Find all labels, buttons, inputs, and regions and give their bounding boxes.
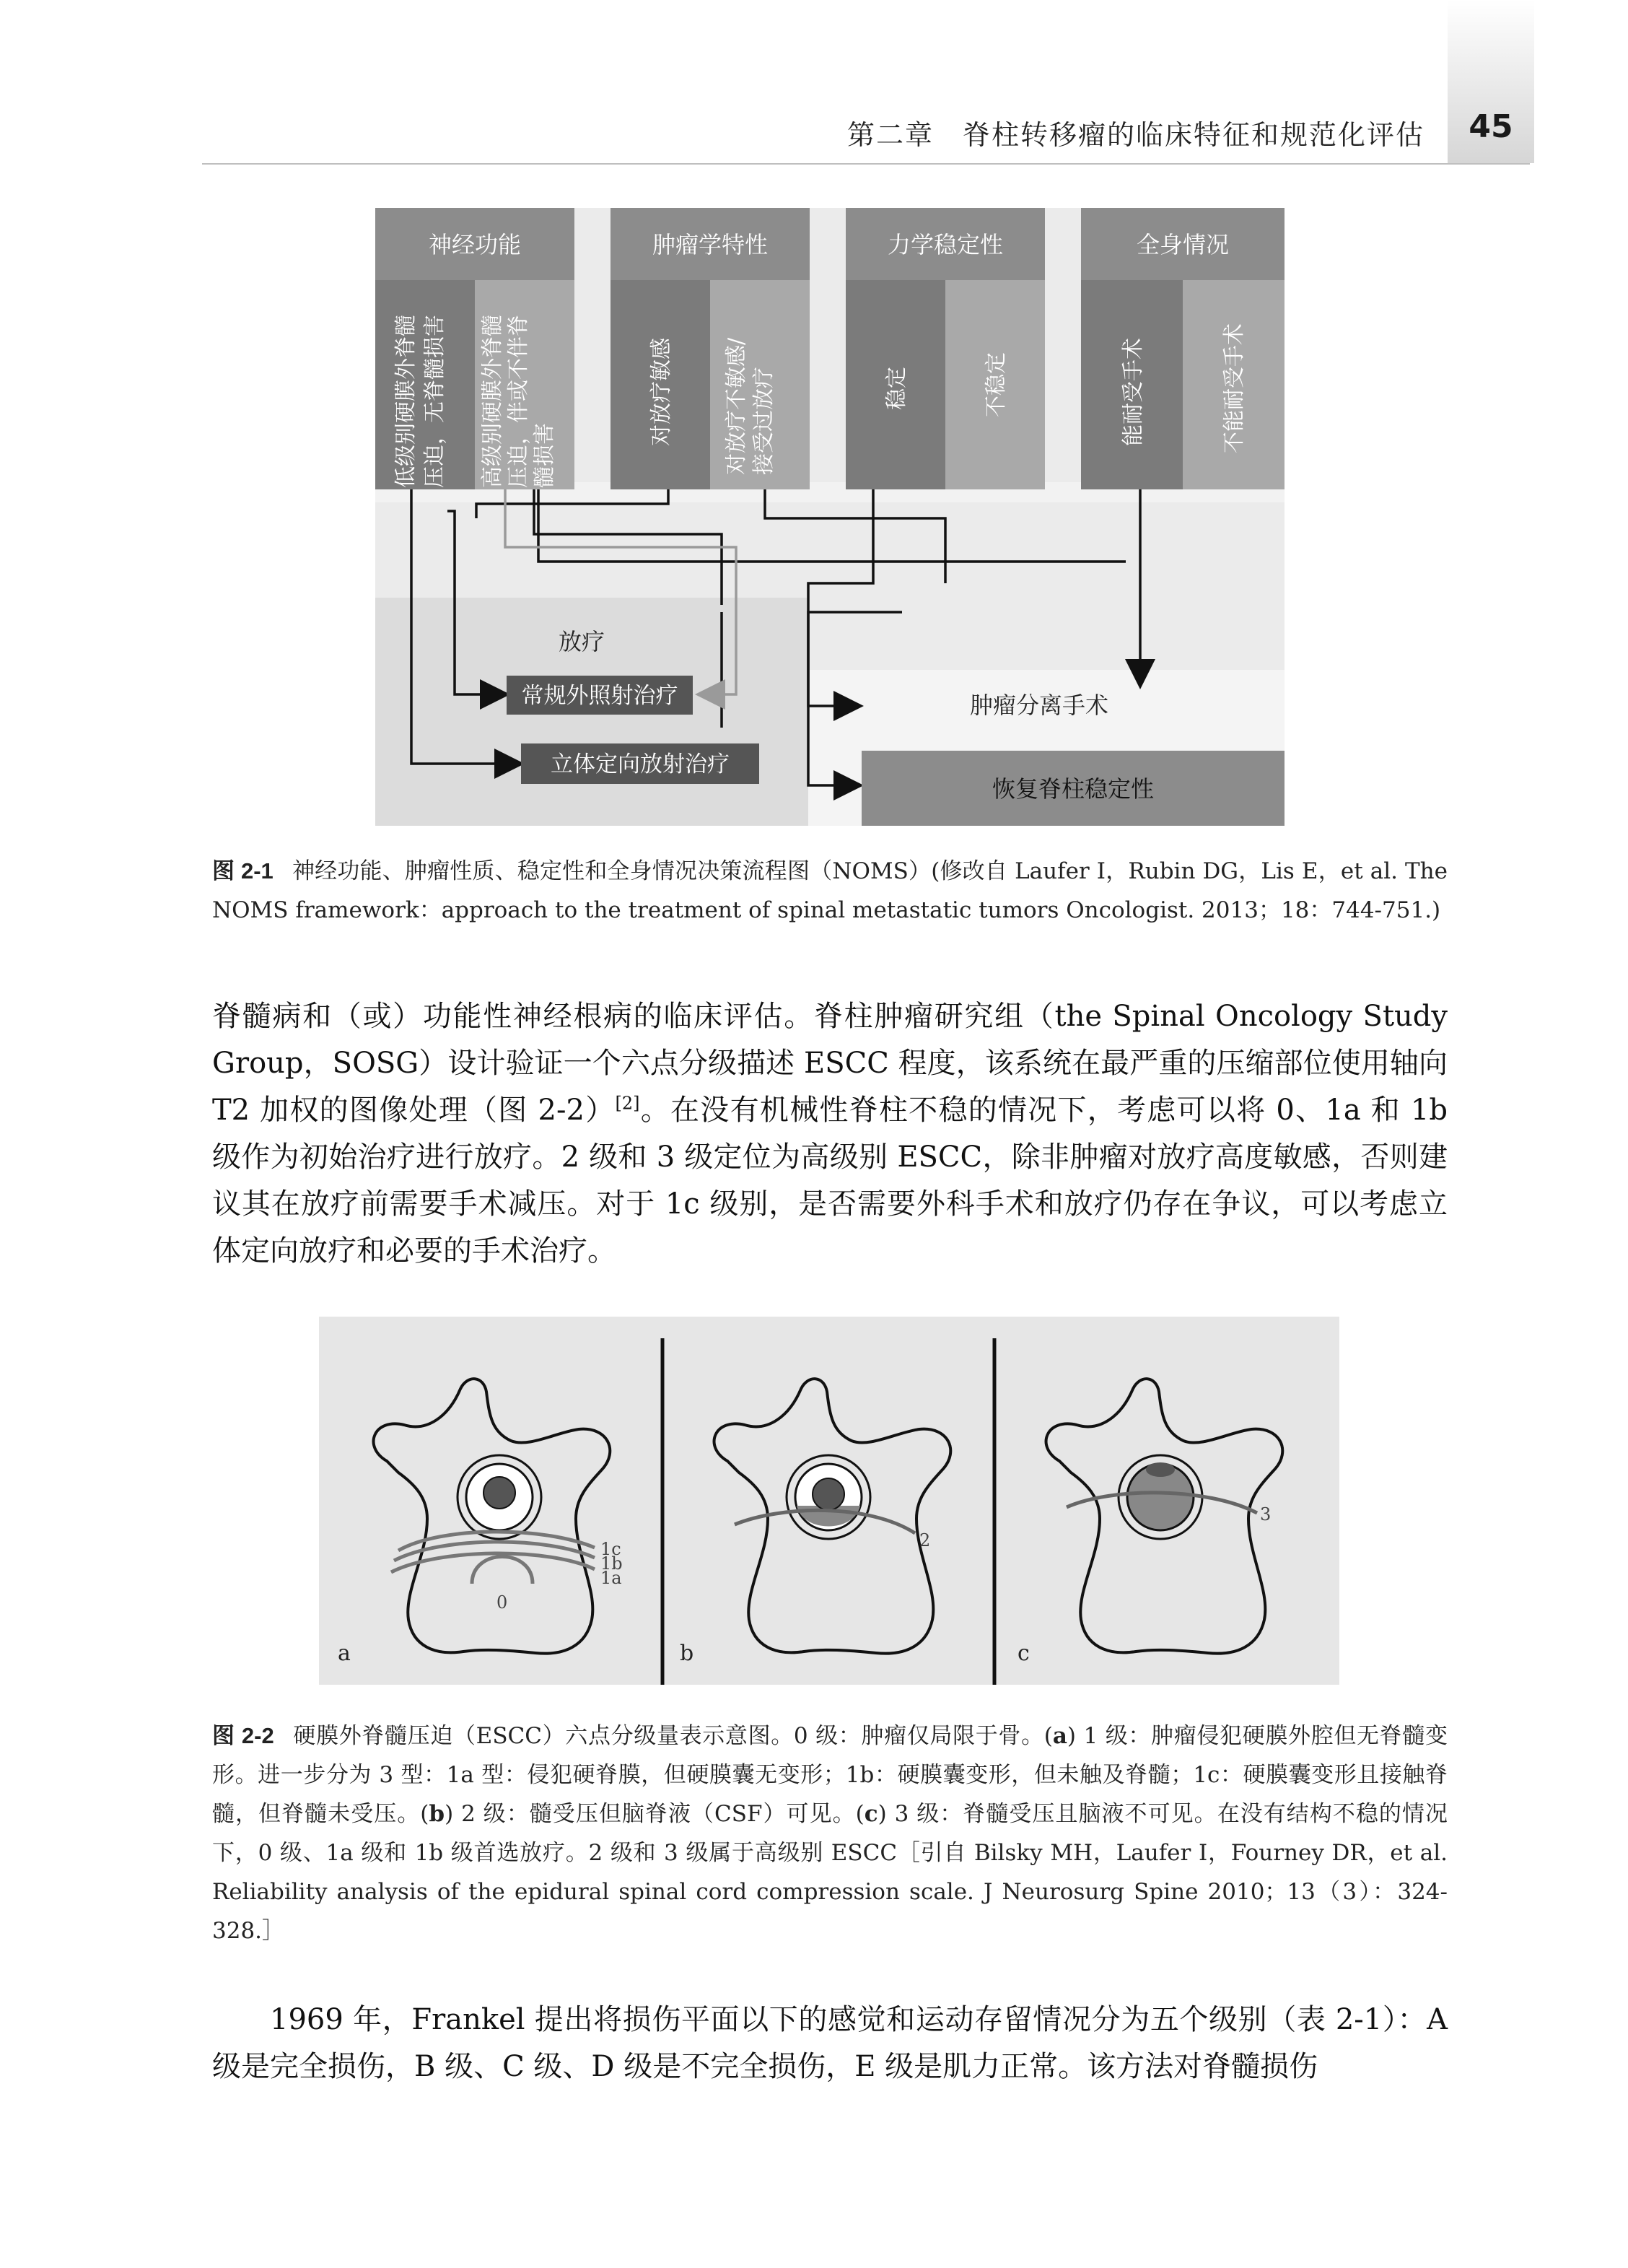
option-sys-tolerate: 能耐受手术 bbox=[1121, 338, 1146, 446]
figure1-label: 图 2-1 bbox=[212, 858, 273, 884]
radiotherapy-label: 放疗 bbox=[558, 628, 605, 655]
option-onc-sensitive: 对放疗敏感 bbox=[649, 338, 674, 446]
option-neuro-high-line3: 髓损害 bbox=[532, 423, 557, 488]
reference-2: [2] bbox=[615, 1093, 640, 1114]
conventional-rt: 常规外照射治疗 bbox=[521, 683, 678, 709]
chapter-title: 第二章 脊柱转移瘤的临床特征和规范化评估 bbox=[846, 119, 1424, 151]
option-sys-not-tolerate: 不能耐受手术 bbox=[1222, 323, 1247, 453]
panel-label-c: c bbox=[1017, 1641, 1030, 1666]
figure2-caption-s3: ) 2 级：髓受压但脑脊液（CSF）可见。( bbox=[445, 1801, 865, 1827]
srs: 立体定向放射治疗 bbox=[551, 751, 730, 777]
stabilization: 恢复脊柱稳定性 bbox=[992, 775, 1155, 803]
option-neuro-high-line2: 压迫，伴或不伴脊 bbox=[506, 315, 531, 488]
header-rule bbox=[202, 163, 1530, 165]
figure2-caption-s1: 硬膜外脊髓压迫（ESCC）六点分级量表示意图。0 级：肿瘤仅局限于骨。( bbox=[292, 1723, 1053, 1749]
label-2: 2 bbox=[919, 1530, 931, 1550]
option-onc-resistant-line1: 对放疗不敏感/ bbox=[724, 337, 749, 475]
option-mech-stable: 稳定 bbox=[884, 367, 909, 410]
option-mech-unstable: 不稳定 bbox=[984, 352, 1009, 417]
category-systemic: 全身情况 bbox=[1136, 231, 1230, 258]
label-0: 0 bbox=[496, 1592, 508, 1613]
label-1a: 1a bbox=[600, 1568, 622, 1588]
figure2-caption-b: b bbox=[429, 1801, 445, 1827]
label-1c: 1c bbox=[600, 1539, 621, 1559]
escc-diagram bbox=[319, 1317, 1339, 1685]
option-neuro-low-line1: 低级别硬膜外脊髓 bbox=[393, 315, 419, 488]
separation-surgery: 肿瘤分离手术 bbox=[969, 692, 1109, 719]
paragraph-2 bbox=[212, 1997, 1448, 2090]
noms-flowchart bbox=[375, 208, 1285, 826]
category-oncologic: 肿瘤学特性 bbox=[652, 231, 769, 258]
spinal-cord-a bbox=[483, 1477, 515, 1509]
figure1-caption bbox=[212, 852, 1448, 930]
label-3: 3 bbox=[1260, 1504, 1272, 1525]
figure2-caption-s4: ) 3 级：脊髓受压且脑液不可见。在没有结构不稳的情况下，0 级、1a 级和 1b 级首选放疗。2 级和 3 级属于高级别 ESCC［引自 Bilsky MH，Laufer I，Fourney DR，et al. Reliability analysis of the epidural spinal cord compression scale. J Neurosurg Spine 2010；13（3）：324-328.］ bbox=[212, 1801, 1448, 1944]
figure2-caption-c: c bbox=[864, 1801, 878, 1827]
category-neuro: 神经功能 bbox=[428, 231, 522, 258]
spinal-cord-b bbox=[813, 1478, 844, 1510]
category-mechanical: 力学稳定性 bbox=[887, 231, 1004, 258]
option-onc-resistant-line2: 接受过放疗 bbox=[751, 367, 776, 475]
panel-label-b: b bbox=[680, 1641, 694, 1666]
panel-label-a: a bbox=[338, 1641, 351, 1666]
option-neuro-high-line1: 高级别硬膜外脊髓 bbox=[480, 315, 505, 488]
spinal-cord-c bbox=[1146, 1462, 1175, 1477]
paragraph-1 bbox=[212, 993, 1448, 1275]
figure2-label: 图 2-2 bbox=[212, 1723, 274, 1748]
paragraph-1-part1: 脊髓病和（或）功能性神经根病的临床评估。脊柱肿瘤研究组（the Spinal Oncology Study Group，SOSG）设计验证一个六点分级描述 ESCC 程度，该系统在最严重的压缩部位使用轴向 T2 加权的图像处理（图 2-2） bbox=[212, 1000, 1448, 1127]
figure2-caption-a: a bbox=[1052, 1723, 1067, 1749]
figure2-caption bbox=[212, 1717, 1448, 1950]
paragraph-1-part2: 。在没有机械性脊柱不稳的情况下，考虑可以将 0、1a 和 1b 级作为初始治疗进行放疗。2 级和 3 级定位为高级别 ESCC，除非肿瘤对放疗高度敏感，否则建议其在放疗前需要手术减压。对于 1c 级别，是否需要外科手术和放疗仍存在争议，可以考虑立体定向放疗和必要的手术治疗。 bbox=[212, 1094, 1448, 1268]
page-number: 45 bbox=[1469, 108, 1513, 145]
option-neuro-low-line2: 压迫，无脊髓损害 bbox=[422, 315, 447, 488]
figure2-caption-s2: ) 1 级：肿瘤侵犯硬膜外腔但无脊髓变形。进一步分为 3 型：1a 型：侵犯硬脊膜，但硬膜囊无变形；1b：硬膜囊变形，但未触及脊髓；1c：硬膜囊变形且接触脊髓，但脊髓未受压。( bbox=[212, 1723, 1448, 1827]
label-1b: 1b bbox=[600, 1553, 623, 1574]
figure1-caption-text: 神经功能、肿瘤性质、稳定性和全身情况决策流程图（NOMS）(修改自 Laufer I，Rubin DG，Lis E，et al. The NOMS framework：approach to the treatment of spinal metastatic tumors Oncologist. 2013；18：744-751.) bbox=[212, 858, 1448, 923]
paragraph-2-text: 1969 年，Frankel 提出将损伤平面以下的感觉和运动存留情况分为五个级别（表 2-1）：A 级是完全损伤，B 级、C 级、D 级是不完全损伤，E 级是肌力正常。该方法对脊髓损伤 bbox=[212, 2003, 1448, 2083]
